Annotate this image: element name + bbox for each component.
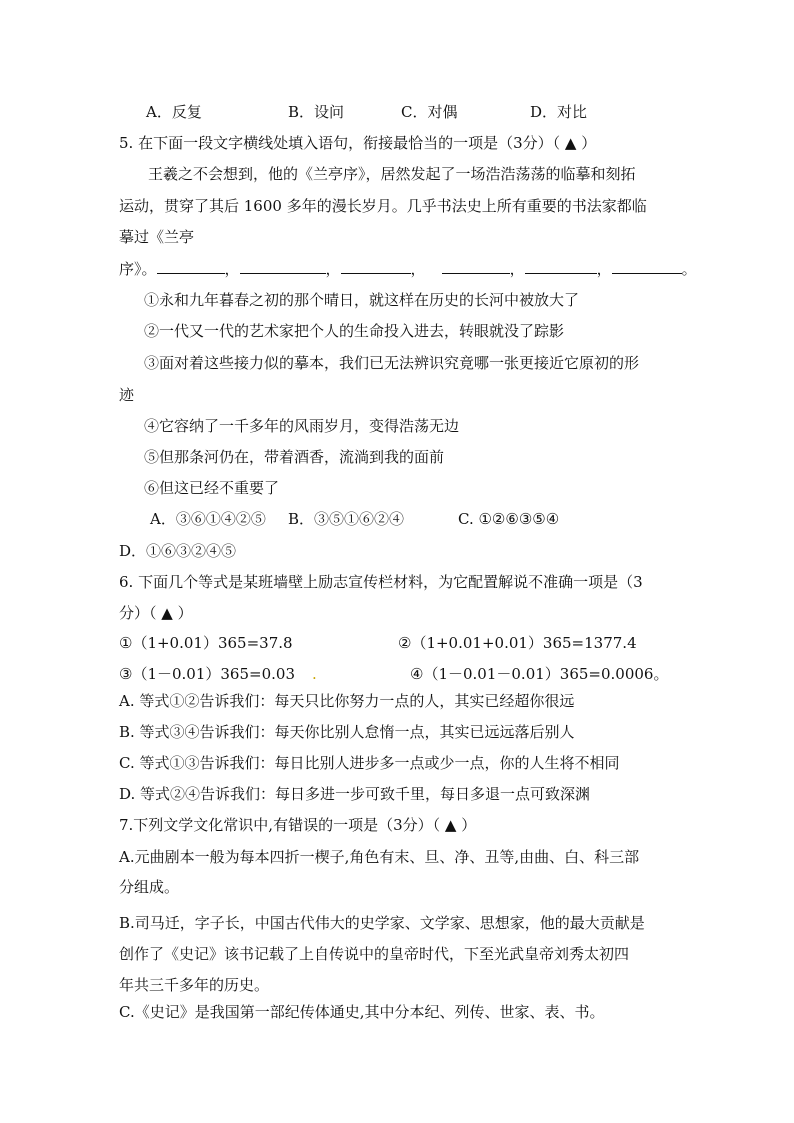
q7-stem: 7.下列文学文化常识中,有错误的一项是（3分）（ ▲ ）: [119, 816, 477, 834]
q7-option-c: C.《史记》是我国第一部纪传体通史,其中分本纪、列传、世家、表、书。: [119, 1003, 605, 1021]
q5-passage-line: 摹过《兰亭: [119, 228, 195, 246]
answer-blank[interactable]: [240, 259, 326, 274]
q5-option-d: D．①⑥③②④⑤: [119, 542, 237, 560]
q5-option-c: C. ①②⑥③⑤④: [458, 510, 560, 528]
q6-equation-4: ④（1－0.01－0.01）365=0.0006。: [410, 665, 669, 683]
answer-blank[interactable]: [341, 259, 411, 274]
q7-option-a: A.元曲剧本一般为每本四折一楔子,角色有末、旦、净、丑等,由曲、白、科三部: [119, 848, 640, 866]
q6-equation-3: ③（1－0.01）365=0.03: [119, 665, 295, 683]
q6-stem: 分）（ ▲ ）: [119, 604, 193, 622]
q6-option-d: D. 等式②④告诉我们：每日多进一步可致千里，每日多退一点可致深渊: [119, 785, 591, 803]
q4-option-d: D．对比: [530, 103, 588, 121]
blank-separator: 。: [681, 260, 697, 278]
q7-option-b: B.司马迁，字子长，中国古代伟大的史学家、文学家、思想家，他的最大贡献是: [119, 914, 645, 932]
q5-item: ①永和九年暮春之初的那个晴日，就这样在历史的长河中被放大了: [144, 291, 580, 309]
q4-option-c: C．对偶: [401, 103, 458, 121]
q5-item: ⑤但那条河仍在，带着酒香，流淌到我的面前: [144, 448, 445, 466]
q6-equation-1: ①（1+0.01）365=37.8: [119, 634, 293, 652]
q6-option-a: A. 等式①②告诉我们：每天只比你努力一点的人，其实已经超你很远: [119, 692, 575, 710]
q5-option-b: B．③⑤①⑥②④: [288, 510, 405, 528]
answer-blank[interactable]: [157, 259, 225, 274]
blank-separator: ，: [596, 260, 612, 278]
q5-passage-line: 王羲之不会想到，他的《兰亭序》，居然发起了一场浩浩荡荡的临摹和刻拓: [148, 165, 636, 183]
q6-option-c: C. 等式①③告诉我们：每日比别人进步多一点或少一点，你的人生将不相同: [119, 754, 620, 772]
q5-item: ⑥但这已经不重要了: [144, 479, 280, 497]
q4-option-b: B．设问: [288, 103, 345, 121]
q6-stray-mark: .: [312, 665, 317, 683]
answer-blank[interactable]: [442, 259, 510, 274]
q5-option-a: A．③⑥①④②⑤: [150, 510, 266, 528]
q6-option-b: B. 等式③④告诉我们：每天你比别人怠惰一点，其实已远远落后别人: [119, 723, 575, 741]
q7-option-b-cont: 创作了《史记》该书记载了上自传说中的皇帝时代，下至光武皇帝刘秀太初四: [119, 945, 630, 963]
q5-blank-prefix: 序》。: [119, 260, 157, 278]
q7-option-b-cont: 年共三千多年的历史。: [119, 976, 270, 994]
blank-separator: ，: [410, 260, 426, 278]
answer-blank[interactable]: [612, 259, 682, 274]
q5-passage-line: 运动，贯穿了其后 1600 多年的漫长岁月。几乎书法史上所有重要的书法家都临: [119, 197, 647, 215]
q6-equation-2: ②（1+0.01+0.01）365=1377.4: [398, 634, 637, 652]
q5-blank-row: [119, 259, 697, 279]
q5-item-continuation: 迹: [119, 386, 135, 404]
q4-option-a: A．反复: [146, 103, 202, 121]
q5-item: ③面对着这些接力似的摹本，我们已无法辨识究竟哪一张更接近它原初的形: [144, 354, 640, 372]
q5-stem: 5. 在下面一段文字横线处填入语句，衔接最恰当的一项是（3分）（ ▲ ）: [119, 134, 597, 152]
q5-item: ④它容纳了一千多年的风雨岁月，变得浩荡无边: [144, 417, 460, 435]
blank-separator: ，: [509, 260, 525, 278]
blank-separator: ，: [325, 260, 341, 278]
answer-blank[interactable]: [525, 259, 597, 274]
q6-stem: 6. 下面几个等式是某班墙壁上励志宣传栏材料，为它配置解说不准确一项是（3: [119, 573, 643, 591]
q5-item: ②一代又一代的艺术家把个人的生命投入进去，转眼就没了踪影: [144, 322, 565, 340]
blank-separator: ，: [224, 260, 240, 278]
q7-option-a-cont: 分组成。: [119, 878, 180, 896]
